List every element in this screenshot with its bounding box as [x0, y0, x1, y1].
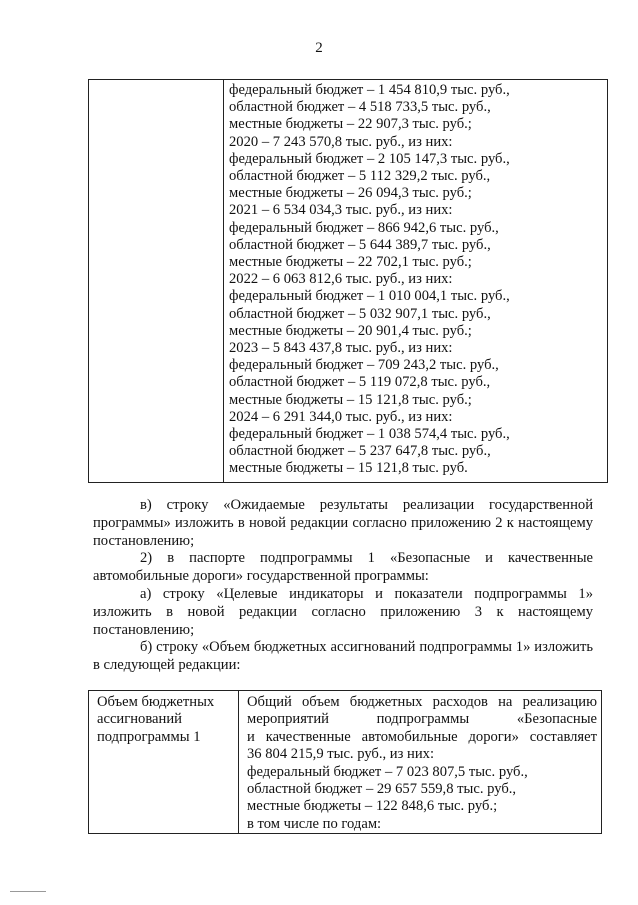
budget-year-line: 2024 – 6 291 344,0 тыс. руб., из них: [229, 408, 453, 425]
budget-line: областной бюджет – 5 112 329,2 тыс. руб., [229, 168, 491, 185]
budget-year-line: 2021 – 6 534 034,3 тыс. руб., из них: [229, 202, 453, 219]
page-number: 2 [315, 40, 323, 56]
budget-line: федеральный бюджет – 709 243,2 тыс. руб., [229, 357, 499, 374]
budget-line: областной бюджет – 5 237 647,8 тыс. руб., [229, 443, 491, 460]
budget-year-line: 2023 – 5 843 437,8 тыс. руб., из них: [229, 340, 453, 357]
budget-line: федеральный бюджет – 866 942,6 тыс. руб., [229, 219, 499, 236]
budget-line: местные бюджеты – 22 702,1 тыс. руб.; [229, 254, 472, 271]
description-line: мероприятий подпрограммы «Безопасные [247, 711, 597, 728]
budget-line: местные бюджеты – 22 907,3 тыс. руб.; [229, 116, 472, 133]
paragraph-b: б) строку «Объем бюджетных ассигнований подпрограммы 1» изложить в следующей редакции: [93, 639, 593, 673]
subprogram-budget-table [88, 690, 602, 834]
budget-line: областной бюджет – 29 657 559,8 тыс. руб., [247, 781, 517, 798]
budget-year-line: 2020 – 7 243 570,8 тыс. руб., из них: [229, 133, 453, 150]
paragraph-a: а) строку «Целевые индикаторы и показатели подпрограммы 1» изложить в новой редакции согласно приложению 3 к настоящему постановлению; [93, 586, 593, 638]
total-line: 36 804 215,9 тыс. руб., из них: [247, 746, 434, 763]
table2-left-cell [89, 691, 239, 834]
table2-right-cell [239, 691, 602, 834]
budget-line: областной бюджет – 5 644 389,7 тыс. руб., [229, 236, 491, 253]
budget-line: федеральный бюджет – 1 454 810,9 тыс. руб., [229, 82, 510, 98]
budget-line: областной бюджет – 5 032 907,1 тыс. руб., [229, 305, 491, 322]
row-label-line: подпрограммы 1 [97, 728, 201, 745]
table1-right-cell [224, 80, 608, 483]
budget-line: областной бюджет – 5 119 072,8 тыс. руб., [229, 374, 491, 391]
budget-line: федеральный бюджет – 1 038 574,4 тыс. руб., [229, 426, 510, 443]
budget-line: федеральный бюджет – 7 023 807,5 тыс. руб., [247, 763, 528, 780]
budget-table-continued [88, 79, 608, 483]
footer-divider [10, 891, 46, 892]
budget-line: федеральный бюджет – 2 105 147,3 тыс. руб., [229, 150, 510, 167]
budget-line: местные бюджеты – 15 121,8 тыс. руб. [229, 460, 468, 477]
row-label-line: ассигнований [97, 711, 182, 728]
description-line: Общий объем бюджетных расходов на реализацию [247, 694, 597, 710]
budget-line: областной бюджет – 4 518 733,5 тыс. руб., [229, 99, 491, 116]
paragraph-2: 2) в паспорте подпрограммы 1 «Безопасные и качественные автомобильные дороги» государственной программы: [93, 550, 593, 584]
budget-year-line: 2022 – 6 063 812,6 тыс. руб., из них: [229, 271, 453, 288]
row-label-line: Объем бюджетных [97, 694, 215, 710]
table1-left-cell [89, 80, 224, 483]
description-line: и качественные автомобильные дороги» составляет [247, 728, 597, 745]
paragraph-v: в) строку «Ожидаемые результаты реализации государственной программы» изложить в новой редакции согласно приложению 2 к настоящему постановлению; [93, 497, 593, 549]
by-year-line: в том числе по годам: [247, 815, 382, 832]
budget-line: местные бюджеты – 20 901,4 тыс. руб.; [229, 322, 472, 339]
budget-line: местные бюджеты – 122 848,6 тыс. руб.; [247, 798, 498, 815]
budget-line: местные бюджеты – 15 121,8 тыс. руб.; [229, 391, 472, 408]
budget-line: федеральный бюджет – 1 010 004,1 тыс. руб., [229, 288, 510, 305]
budget-line: местные бюджеты – 26 094,3 тыс. руб.; [229, 185, 472, 202]
